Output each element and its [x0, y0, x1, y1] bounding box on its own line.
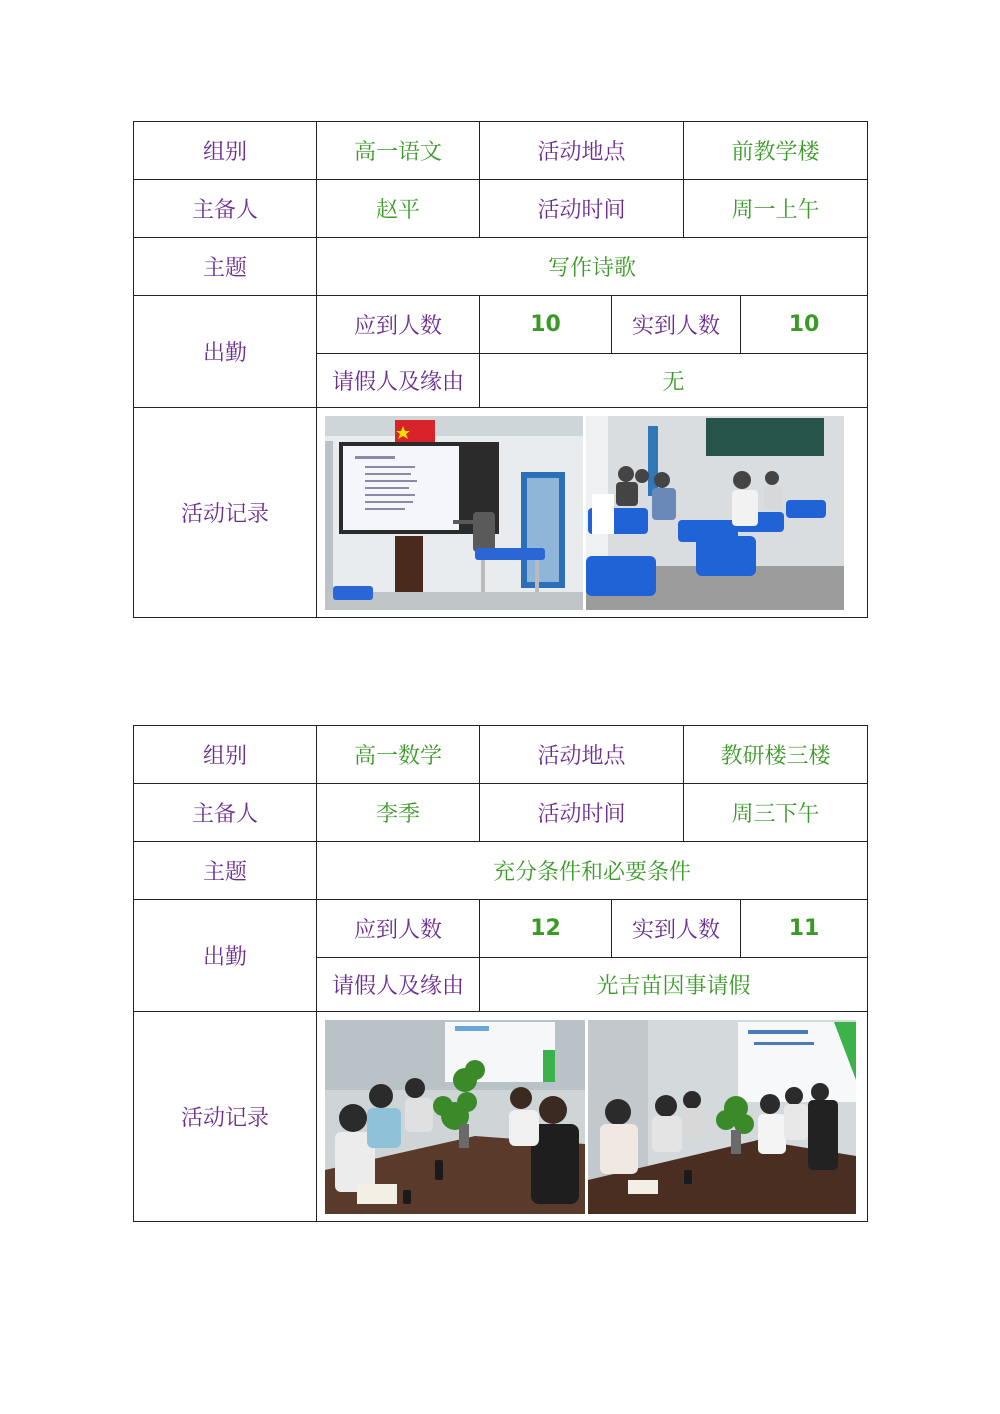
actual-value: 10: [741, 296, 868, 354]
leave-value: 光吉苗因事请假: [480, 958, 868, 1012]
record-label: 活动记录: [134, 1012, 317, 1222]
classroom-listening-photo: [586, 416, 844, 610]
topic-label: 主题: [134, 842, 317, 900]
photo-cell: [317, 1012, 868, 1222]
time-label: 活动时间: [480, 180, 684, 238]
time-value: 周三下午: [684, 784, 868, 842]
activity-record-table-1: [133, 121, 868, 618]
classroom-teaching-photo: [325, 416, 583, 610]
group-label: 组别: [134, 122, 317, 180]
location-value: 教研楼三楼: [684, 726, 868, 784]
leave-label: 请假人及缘由: [317, 958, 480, 1012]
group-value: 高一数学: [317, 726, 480, 784]
group-value: 高一语文: [317, 122, 480, 180]
meeting-room-photo-2: [588, 1020, 856, 1214]
expected-value: 10: [480, 296, 612, 354]
topic-value: 充分条件和必要条件: [317, 842, 868, 900]
expected-label: 应到人数: [317, 296, 480, 354]
photo-cell: [317, 408, 868, 618]
leave-label: 请假人及缘由: [317, 354, 480, 408]
host-value: 李季: [317, 784, 480, 842]
activity-record-table-2: [133, 725, 868, 1222]
time-label: 活动时间: [480, 784, 684, 842]
meeting-room-photo-1: [325, 1020, 585, 1214]
location-label: 活动地点: [480, 122, 684, 180]
location-label: 活动地点: [480, 726, 684, 784]
record-label: 活动记录: [134, 408, 317, 618]
host-label: 主备人: [134, 784, 317, 842]
actual-label: 实到人数: [612, 900, 741, 958]
attendance-label: 出勤: [134, 900, 317, 1012]
host-value: 赵平: [317, 180, 480, 238]
leave-value: 无: [480, 354, 868, 408]
actual-label: 实到人数: [612, 296, 741, 354]
expected-value: 12: [480, 900, 612, 958]
topic-label: 主题: [134, 238, 317, 296]
attendance-label: 出勤: [134, 296, 317, 408]
expected-label: 应到人数: [317, 900, 480, 958]
group-label: 组别: [134, 726, 317, 784]
topic-value: 写作诗歌: [317, 238, 868, 296]
actual-value: 11: [741, 900, 868, 958]
time-value: 周一上午: [684, 180, 868, 238]
host-label: 主备人: [134, 180, 317, 238]
location-value: 前教学楼: [684, 122, 868, 180]
